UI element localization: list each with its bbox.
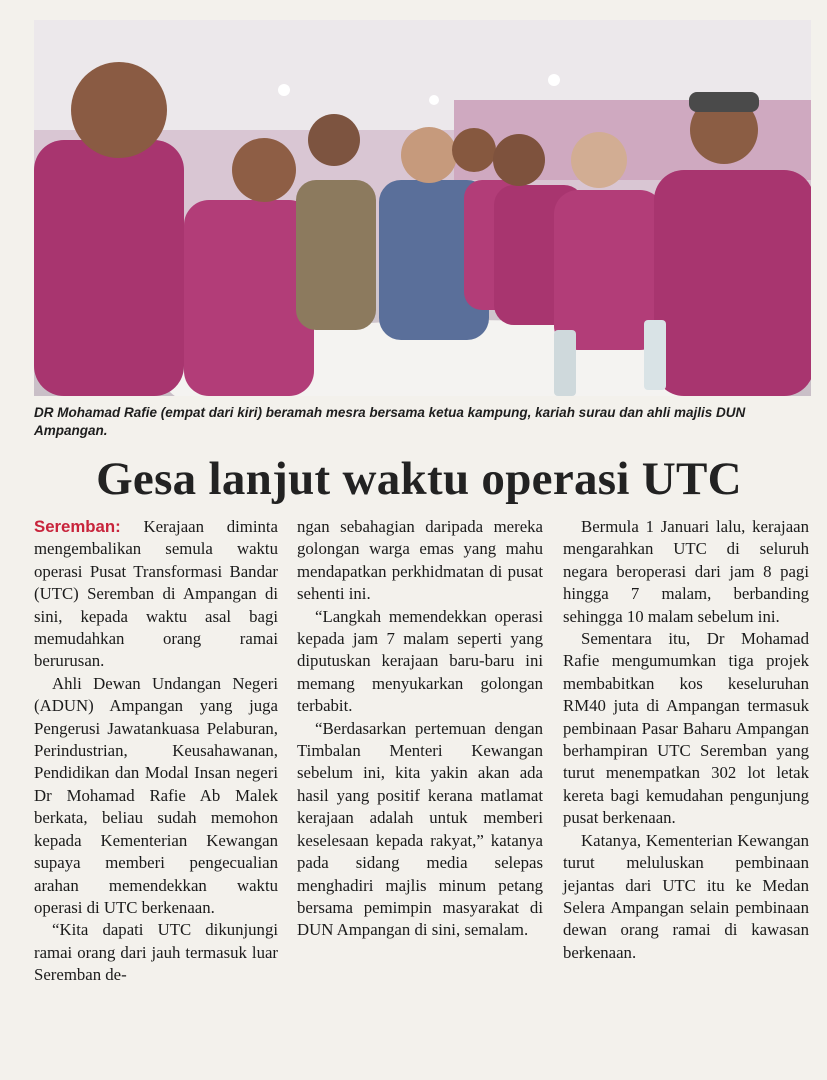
article-paragraph: Bermula 1 Januari lalu, kerajaan mengarahkan UTC di seluruh negara beroperasi dari jam 8 pagi hingga 7 malam, berbanding sehingga 10 malam sebelum ini. [563, 517, 809, 626]
news-photo [34, 20, 811, 396]
article-paragraph: Seremban: Kerajaan diminta mengembalikan semula waktu operasi Pusat Transformasi Bandar (UTC) Seremban di Ampangan di sini, kepada waktu asal bagi memudahkan orang ramai berurusan. [34, 517, 278, 671]
article-paragraph: “Langkah memendekkan operasi kepada jam 7 malam seperti yang diputuskan kerajaan baru-baru ini memang menyukarkan golongan terbabit. [297, 606, 543, 716]
article-column-1 [34, 516, 278, 987]
article-paragraph: Sementara itu, Dr Mohamad Rafie mengumumkan tiga projek membabitkan kos keseluruhan RM40 juta di Ampangan termasuk pembinaan Pasar Baharu Ampangan berhampiran UTC Seremban yang turut menempatkan 302 lot letak kereta bagi kemudahan pengunjung pusat berkenaan. [563, 629, 809, 828]
article-column-3 [563, 516, 809, 964]
article-paragraph: Ahli Dewan Undangan Negeri (ADUN) Ampangan yang juga Pengerusi Jawatankuasa Pelaburan, Perindustrian, Keusahawanan, Pendidikan dan Modal Insan negeri Dr Mohamad Rafie Ab Malek berkata, beliau sudah memohon kepada Kementerian Kewangan supaya memberi pengecualian arahan memendekkan waktu operasi di UTC berkenaan. [34, 673, 278, 917]
article-column-2 [297, 516, 543, 942]
article-headline: Gesa lanjut waktu operasi UTC [96, 453, 742, 505]
dateline: Seremban: [34, 517, 121, 536]
group-photo-image [34, 20, 811, 396]
article-paragraph: Katanya, Kementerian Kewangan turut meluluskan pembinaan jejantas dari UTC itu ke Medan Selera Ampangan selain pembinaan dewan orang ramai di kawasan berkenaan. [563, 830, 809, 962]
photo-caption: DR Mohamad Rafie (empat dari kiri) beramah mesra bersama ketua kampung, kariah surau dan ahli majlis DUN Ampangan. [34, 405, 746, 438]
article-paragraph: “Kita dapati UTC dikunjungi ramai orang dari jauh termasuk luar Seremban de- [34, 920, 278, 985]
article-paragraph: “Berdasarkan pertemuan dengan Timbalan Menteri Kewangan sebelum ini, kita yakin akan ada hasil yang positif kerana matlamat kerajaan adalah untuk memberi keselesaan kepada rakyat,” katanya pada sidang media selepas menghadiri majlis minum petang bersama pemimpin masyarakat di DUN Ampangan di sini, semalam. [297, 718, 543, 940]
article-paragraph: ngan sebahagian daripada mereka golongan warga emas yang mahu mendapatkan perkhidmatan di pusat sehenti ini. [297, 517, 543, 604]
